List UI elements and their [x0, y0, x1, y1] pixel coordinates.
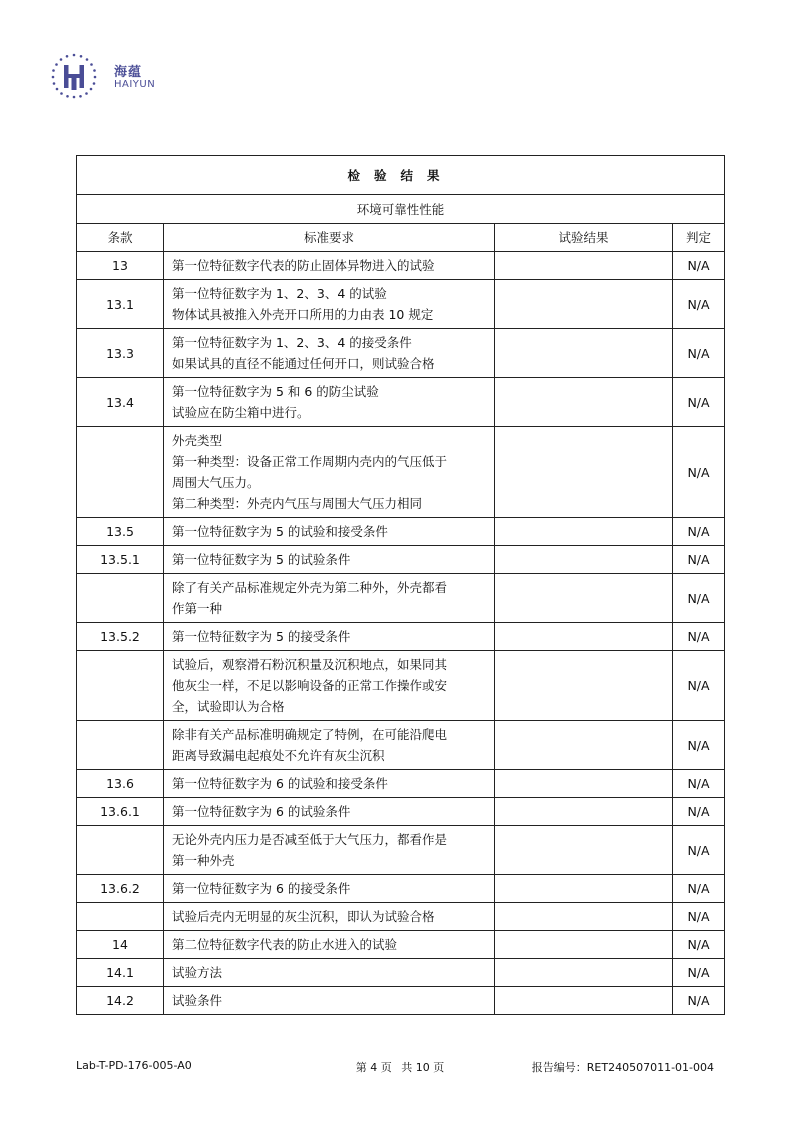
requirement-line: 第一位特征数字为 5 和 6 的防尘试验 — [172, 384, 379, 399]
requirement-cell — [164, 574, 495, 623]
requirement-line: 第一位特征数字为 6 的接受条件 — [172, 881, 351, 896]
verdict-cell: N/A — [673, 721, 725, 770]
table-row — [77, 798, 725, 826]
requirement-line: 第一位特征数字为 1、2、3、4 的接受条件 — [172, 335, 412, 350]
table-title-row — [77, 156, 725, 195]
requirement-line: 周围大气压力。 — [172, 475, 260, 490]
clause-cell: 13.5.1 — [77, 546, 164, 574]
requirement-cell — [164, 798, 495, 826]
requirement-cell — [164, 959, 495, 987]
requirement-line: 试验条件 — [172, 993, 223, 1008]
footer-doc-code: Lab-T-PD-176-005-A0 — [76, 1059, 192, 1072]
requirement-cell — [164, 280, 495, 329]
table-row — [77, 651, 725, 721]
table-row — [77, 987, 725, 1015]
result-cell — [495, 826, 673, 875]
requirement-line: 第一位特征数字为 5 的试验条件 — [172, 552, 351, 567]
table-row — [77, 280, 725, 329]
clause-cell: 13.1 — [77, 280, 164, 329]
haiyun-logo-icon — [50, 52, 98, 100]
table-row — [77, 770, 725, 798]
clause-cell: 13.5 — [77, 518, 164, 546]
result-cell — [495, 721, 673, 770]
footer-report-number: 报告编号：RET240507011-01-004 — [531, 1061, 714, 1074]
clause-cell: 14 — [77, 931, 164, 959]
result-cell — [495, 252, 673, 280]
clause-cell — [77, 903, 164, 931]
table-row — [77, 931, 725, 959]
result-cell — [495, 987, 673, 1015]
requirement-line: 外壳类型 — [172, 433, 223, 448]
table-row — [77, 378, 725, 427]
requirement-line: 试验方法 — [172, 965, 223, 980]
requirement-line: 如果试具的直径不能通过任何开口，则试验合格 — [172, 356, 435, 371]
verdict-cell: N/A — [673, 574, 725, 623]
table-row — [77, 329, 725, 378]
clause-cell: 14.2 — [77, 987, 164, 1015]
result-cell — [495, 546, 673, 574]
requirement-line: 除了有关产品标准规定外壳为第二种外，外壳都看 — [172, 580, 448, 595]
verdict-cell: N/A — [673, 329, 725, 378]
requirement-cell — [164, 651, 495, 721]
requirement-line: 试验应在防尘箱中进行。 — [172, 405, 310, 420]
clause-cell — [77, 651, 164, 721]
requirement-line: 全，试验即认为合格 — [172, 699, 285, 714]
verdict-cell: N/A — [673, 427, 725, 518]
verdict-cell: N/A — [673, 826, 725, 875]
requirement-cell — [164, 546, 495, 574]
verdict-cell: N/A — [673, 623, 725, 651]
requirement-line: 试验后壳内无明显的灰尘沉积，即认为试验合格 — [172, 909, 435, 924]
verdict-cell: N/A — [673, 518, 725, 546]
logo-text-en: HAIYUN — [114, 79, 156, 90]
result-cell — [495, 798, 673, 826]
verdict-cell: N/A — [673, 875, 725, 903]
table-title: 检验结果 — [77, 156, 725, 195]
requirement-line: 第一位特征数字为 5 的试验和接受条件 — [172, 524, 388, 539]
requirement-line: 第一位特征数字为 6 的试验和接受条件 — [172, 776, 388, 791]
requirement-line: 第一种外壳 — [172, 853, 235, 868]
clause-cell — [77, 826, 164, 875]
result-cell — [495, 427, 673, 518]
inspection-results-table — [76, 155, 725, 1015]
verdict-cell: N/A — [673, 931, 725, 959]
verdict-cell: N/A — [673, 280, 725, 329]
column-header-verdict: 判定 — [673, 224, 725, 252]
requirement-cell — [164, 721, 495, 770]
requirement-line: 第一位特征数字为 1、2、3、4 的试验 — [172, 286, 387, 301]
table-row — [77, 875, 725, 903]
requirement-line: 第二位特征数字代表的防止水进入的试验 — [172, 937, 398, 952]
result-cell — [495, 280, 673, 329]
table-row — [77, 546, 725, 574]
result-cell — [495, 378, 673, 427]
verdict-cell: N/A — [673, 378, 725, 427]
verdict-cell: N/A — [673, 651, 725, 721]
logo-text-cn: 海蕴 — [114, 65, 143, 80]
table-row — [77, 826, 725, 875]
requirement-line: 试验后，观察滑石粉沉积量及沉积地点，如果同其 — [172, 657, 448, 672]
section-title: 环境可靠性性能 — [77, 195, 725, 224]
verdict-cell: N/A — [673, 959, 725, 987]
requirement-line: 作第一种 — [172, 601, 223, 616]
requirement-cell — [164, 770, 495, 798]
clause-cell — [77, 574, 164, 623]
requirement-cell — [164, 378, 495, 427]
requirement-line: 物体试具被推入外壳开口所用的力由表 10 规定 — [172, 307, 434, 322]
clause-cell: 13 — [77, 252, 164, 280]
requirement-cell — [164, 623, 495, 651]
result-cell — [495, 518, 673, 546]
column-header-requirement: 标准要求 — [164, 224, 495, 252]
clause-cell — [77, 721, 164, 770]
requirement-cell — [164, 427, 495, 518]
result-cell — [495, 574, 673, 623]
result-cell — [495, 931, 673, 959]
requirement-line: 他灰尘一样，不足以影响设备的正常工作操作或安 — [172, 678, 448, 693]
column-header-clause: 条款 — [77, 224, 164, 252]
table-row — [77, 903, 725, 931]
clause-cell: 13.6 — [77, 770, 164, 798]
requirement-cell — [164, 518, 495, 546]
table-row — [77, 959, 725, 987]
requirement-cell — [164, 931, 495, 959]
result-cell — [495, 875, 673, 903]
table-row — [77, 721, 725, 770]
clause-cell — [77, 427, 164, 518]
clause-cell: 13.5.2 — [77, 623, 164, 651]
requirement-line: 第一位特征数字为 6 的试验条件 — [172, 804, 351, 819]
requirement-cell — [164, 826, 495, 875]
requirement-line: 第一位特征数字代表的防止固体异物进入的试验 — [172, 258, 435, 273]
table-row — [77, 518, 725, 546]
requirement-cell — [164, 252, 495, 280]
verdict-cell: N/A — [673, 770, 725, 798]
table-row — [77, 574, 725, 623]
clause-cell: 14.1 — [77, 959, 164, 987]
requirement-line: 无论外壳内压力是否减至低于大气压力，都看作是 — [172, 832, 448, 847]
clause-cell: 13.6.2 — [77, 875, 164, 903]
requirement-cell — [164, 329, 495, 378]
requirement-cell — [164, 903, 495, 931]
company-logo — [50, 52, 170, 110]
verdict-cell: N/A — [673, 798, 725, 826]
column-header-result: 试验结果 — [495, 224, 673, 252]
clause-cell: 13.4 — [77, 378, 164, 427]
result-cell — [495, 903, 673, 931]
footer-page-total: 共 10 页 — [401, 1061, 445, 1074]
requirement-line: 第二种类型：外壳内气压与周围大气压力相同 — [172, 496, 423, 511]
requirement-line: 第一种类型：设备正常工作周期内壳内的气压低于 — [172, 454, 448, 469]
result-cell — [495, 329, 673, 378]
clause-cell: 13.3 — [77, 329, 164, 378]
requirement-line: 除非有关产品标准明确规定了特例，在可能沿爬电 — [172, 727, 448, 742]
requirement-cell — [164, 987, 495, 1015]
verdict-cell: N/A — [673, 987, 725, 1015]
requirement-cell — [164, 875, 495, 903]
verdict-cell: N/A — [673, 546, 725, 574]
result-cell — [495, 770, 673, 798]
verdict-cell: N/A — [673, 903, 725, 931]
table-header-row — [77, 224, 725, 252]
table-row — [77, 427, 725, 518]
result-cell — [495, 651, 673, 721]
verdict-cell: N/A — [673, 252, 725, 280]
requirement-line: 距离导致漏电起痕处不允许有灰尘沉积 — [172, 748, 385, 763]
result-cell — [495, 623, 673, 651]
clause-cell: 13.6.1 — [77, 798, 164, 826]
table-row — [77, 623, 725, 651]
result-cell — [495, 959, 673, 987]
table-row — [77, 252, 725, 280]
requirement-line: 第一位特征数字为 5 的接受条件 — [172, 629, 351, 644]
table-section-row — [77, 195, 725, 224]
footer-page-current: 第 4 页 — [355, 1061, 392, 1074]
